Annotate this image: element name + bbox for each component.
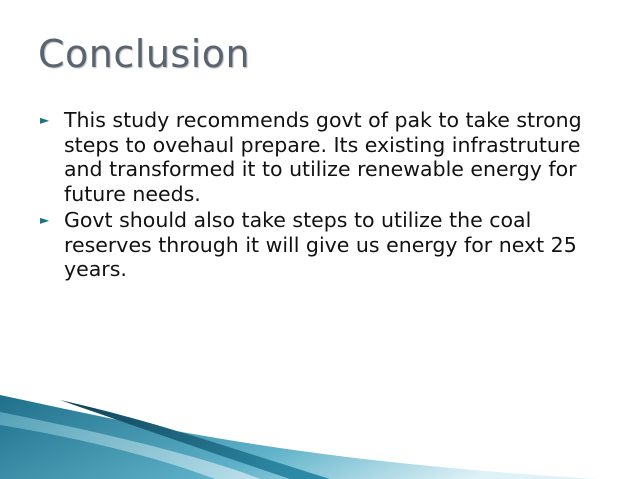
slide-title: Conclusion xyxy=(38,32,251,76)
swoosh-light-band xyxy=(0,395,600,479)
swoosh-dark-streak xyxy=(60,400,330,479)
bullet-text: This study recommends govt of pak to take strong steps to ovehaul prepare. Its existing infrastruture and transformed it to utilize renewable energy for future needs. xyxy=(64,108,582,206)
triangle-bullet-icon: ► xyxy=(40,213,50,227)
triangle-bullet-icon: ► xyxy=(40,113,50,127)
bullet-list xyxy=(40,108,620,284)
bullet-item xyxy=(40,108,620,206)
swoosh-highlight xyxy=(0,412,260,479)
bullet-text: Govt should also take steps to utilize the coal reserves through it will give us energy for next 25 years. xyxy=(64,208,577,281)
bullet-item xyxy=(40,208,620,282)
